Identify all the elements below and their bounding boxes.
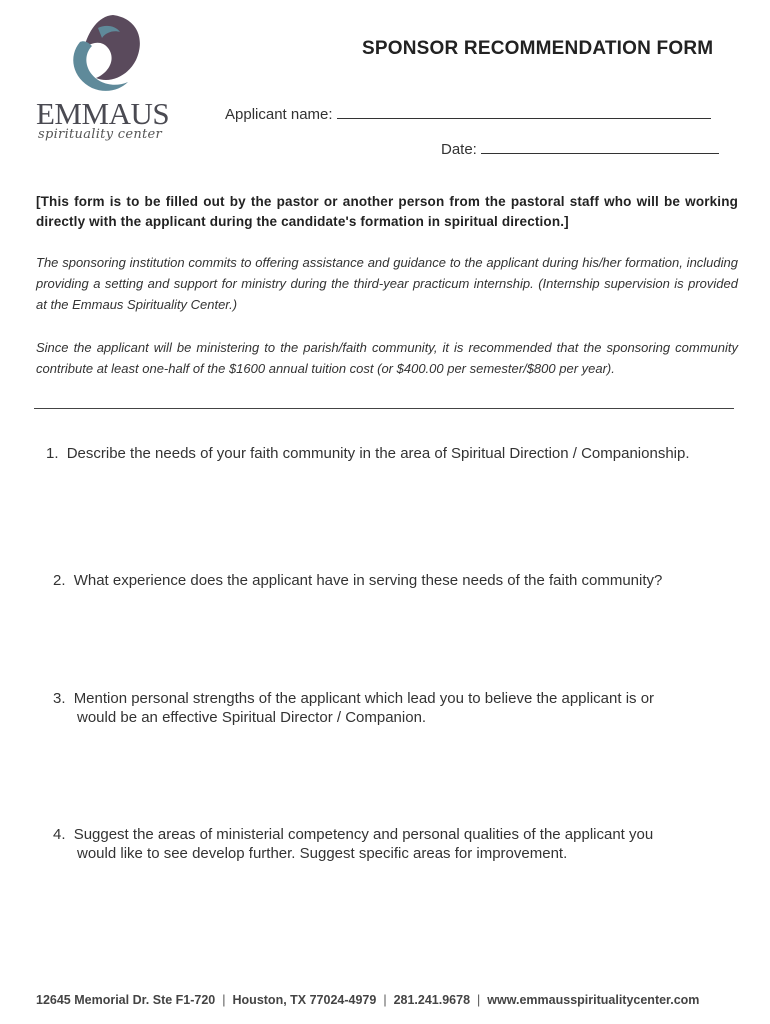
- question-text-continued: would like to see develop further. Suggest specific areas for improvement.: [77, 845, 568, 862]
- applicant-name-label: Applicant name:: [225, 106, 333, 123]
- question-text: Describe the needs of your faith community in the area of Spiritual Direction / Companionship.: [66, 445, 690, 462]
- question-4: [53, 825, 713, 863]
- applicant-name-line[interactable]: [337, 104, 711, 119]
- emmaus-swirl-icon: [58, 12, 148, 94]
- question-text: Suggest the areas of ministerial competency and personal qualities of the applicant you: [73, 826, 654, 843]
- question-number: 2.: [53, 572, 66, 589]
- emmaus-logo: [34, 12, 174, 146]
- question-number: 3.: [53, 690, 66, 707]
- question-3: [53, 689, 713, 727]
- footer-separator: |: [222, 993, 226, 1007]
- page-title: SPONSOR RECOMMENDATION FORM: [362, 38, 714, 59]
- date-field[interactable]: [441, 139, 719, 158]
- footer-phone: 281.241.9678: [393, 993, 471, 1007]
- footer-separator: |: [383, 993, 387, 1007]
- question-1: [46, 444, 746, 463]
- footer-city: Houston, TX 77024-4979: [232, 993, 377, 1007]
- footer-website[interactable]: www.emmausspiritualitycenter.com: [487, 993, 700, 1007]
- sponsor-commitment-text: The sponsoring institution commits to offering assistance and guidance to the applicant during his/her formation, including providing a setting and support for ministry during the third-year practicum internship. (Internship supervision is provided at the Emmaus Spirituality Center.): [36, 255, 738, 312]
- question-text: What experience does the applicant have in serving these needs of the faith community?: [73, 572, 663, 589]
- question-number: 4.: [53, 826, 66, 843]
- logo-wordmark: EMMAUS: [36, 96, 170, 131]
- form-instructions: [This form is to be filled out by the pastor or another person from the pastoral staff who will be working directly with the applicant during the candidate's formation in spiritual direction.]: [36, 194, 738, 229]
- date-line[interactable]: [481, 139, 719, 154]
- tuition-recommendation-text: Since the applicant will be ministering to the parish/faith community, it is recommended that the sponsoring community contribute at least one-half of the $1600 annual tuition cost (or $400.00 per semester/$800 per year).: [36, 340, 738, 376]
- applicant-name-field[interactable]: [225, 104, 711, 123]
- contact-footer: [36, 993, 699, 1007]
- date-label: Date:: [441, 141, 477, 158]
- section-divider: [34, 408, 734, 409]
- footer-address: 12645 Memorial Dr. Ste F1-720: [36, 993, 216, 1007]
- question-text: Mention personal strengths of the applicant which lead you to believe the applicant is or: [73, 690, 655, 707]
- logo-subtitle: spirituality center: [38, 127, 163, 142]
- footer-separator: |: [477, 993, 481, 1007]
- question-text-continued: would be an effective Spiritual Director / Companion.: [77, 709, 427, 726]
- question-2: [53, 571, 753, 590]
- question-number: 1.: [46, 445, 59, 462]
